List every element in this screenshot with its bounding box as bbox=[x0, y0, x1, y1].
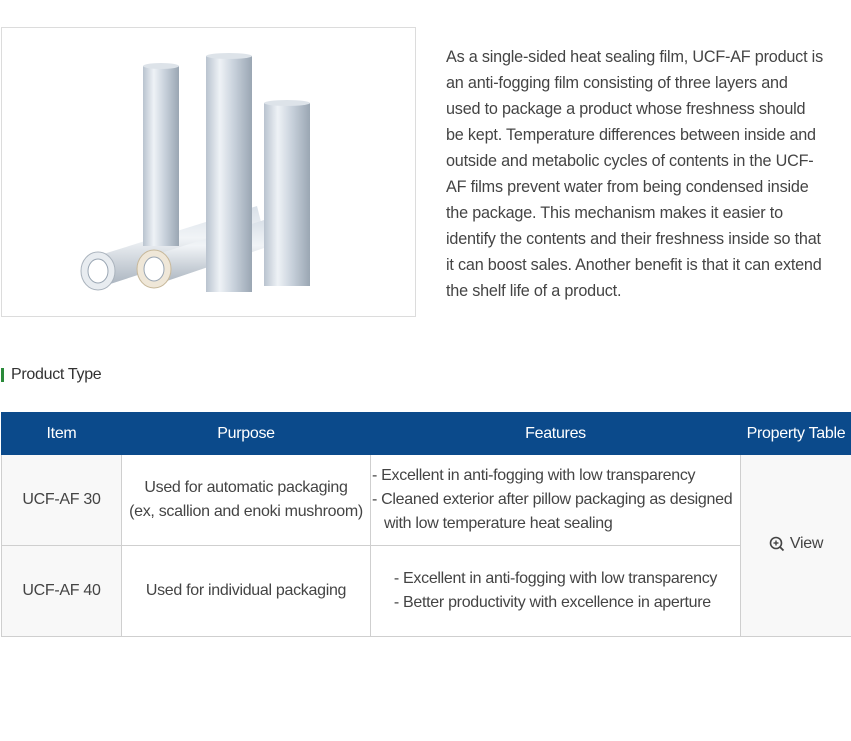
header-purpose: Purpose bbox=[122, 413, 371, 455]
view-label: View bbox=[789, 534, 824, 552]
section-accent-bar bbox=[1, 368, 4, 382]
header-item: Item bbox=[2, 413, 122, 455]
film-rolls-illustration bbox=[2, 28, 415, 316]
purpose-line: (ex, scallion and enoki mushroom) bbox=[129, 503, 363, 520]
purpose-line: Used for automatic packaging bbox=[144, 479, 348, 496]
product-image bbox=[1, 27, 416, 317]
product-type-table bbox=[1, 412, 851, 637]
header-features: Features bbox=[371, 413, 741, 455]
feature-item: - Better productivity with excellence in aperture bbox=[393, 594, 711, 611]
section-heading bbox=[1, 364, 101, 386]
feature-item: - Cleaned exterior after pillow packaging as designed with low temperature heat sealing bbox=[372, 491, 733, 532]
purpose-line: Used for individual packaging bbox=[145, 582, 347, 599]
view-button[interactable] bbox=[769, 535, 823, 553]
property-table-cell bbox=[741, 455, 851, 637]
table-header-row bbox=[2, 413, 851, 455]
table-row bbox=[2, 546, 851, 637]
header-property-table: Property Table bbox=[741, 413, 851, 455]
item-name: UCF-AF 40 bbox=[2, 546, 122, 637]
zoom-plus-icon bbox=[769, 536, 785, 552]
purpose-cell bbox=[122, 455, 371, 546]
features-cell bbox=[371, 455, 741, 546]
item-name: UCF-AF 30 bbox=[2, 455, 122, 546]
features-cell bbox=[371, 546, 741, 637]
table-row bbox=[2, 455, 851, 546]
purpose-cell bbox=[122, 546, 371, 637]
product-description: As a single-sided heat sealing film, UCF-AF product is an anti-fogging film consisting of three layers and used to package a product whose freshness should be kept. Temperature differences between inside and outside and metabolic cycles of contents in the UCF-AF films prevent water from being condensed inside the package. This mechanism makes it easier to identify the contents and their freshness inside so that it can boost sales. Another benefit is that it can extend the shelf life of a product. bbox=[446, 48, 823, 300]
section-title: Product Type bbox=[11, 366, 102, 383]
feature-item: - Excellent in anti-fogging with low transparency bbox=[372, 467, 696, 484]
feature-item: - Excellent in anti-fogging with low transparency bbox=[393, 570, 718, 587]
